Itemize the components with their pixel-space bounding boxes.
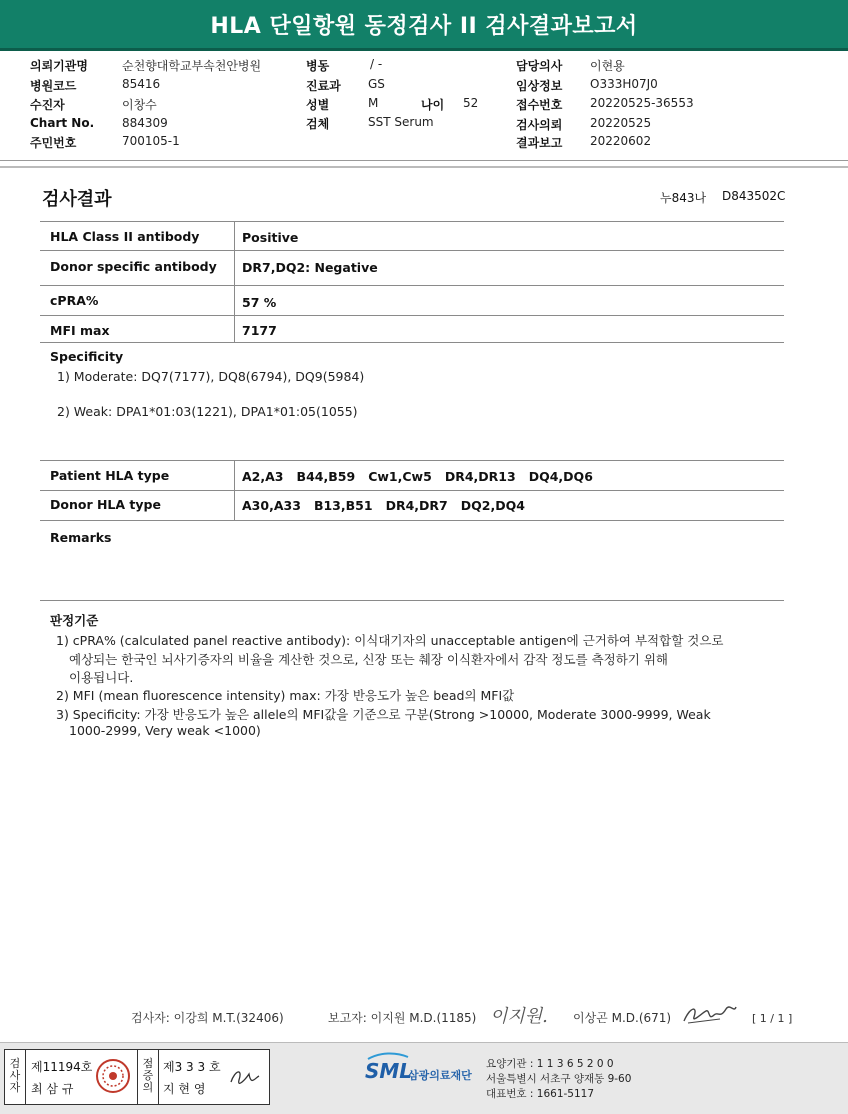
footer-line: 대표번호 : 1661-5117 [486,1088,595,1100]
institution-label: 의뢰기관명 [30,59,88,73]
criteria-line: 1) cPRA% (calculated panel reactive antibody): 이식대기자의 unacceptable antigen에 근거하여 부적합할 것으로 [56,633,724,648]
criteria-line: 2) MFI (mean fluorescence intensity) max: 가장 반응도가 높은 bead의 MFI값 [56,688,515,703]
results-title: 검사결과 [42,189,112,210]
table-line [40,250,784,251]
table-column-divider [234,460,235,520]
donor-hla-label: Donor HLA type [50,497,161,512]
result-code-1: 누843나 [660,191,707,205]
table-line [40,221,784,222]
hospital-code-value: 85416 [122,77,161,91]
table-row-value: Positive [242,230,299,245]
table-line [40,342,784,343]
specimen-value: SST Serum [368,115,434,129]
sex-label: 성별 [306,98,330,112]
clinical-label: 임상정보 [516,79,563,93]
age-value: 52 [463,96,479,110]
dept-label: 진료과 [306,79,341,93]
tester-signature: 검사자: 이강희 M.T.(32406) [131,1011,284,1025]
footer-line: 서울특별시 서초구 양재동 9-60 [486,1073,632,1085]
table-row-value: 57 % [242,295,277,310]
table-row-value: DR7,DQ2: Negative [242,260,378,275]
organization-name: 삼광의료재단 [408,1069,472,1082]
clinical-value: O333H07J0 [590,77,658,91]
receipt-value: 20220525-36553 [590,96,694,110]
report-date-value: 20220602 [590,134,652,148]
sml-logo: SML [365,1059,413,1083]
specificity-item: 1) Moderate: DQ7(7177), DQ8(6794), DQ9(5984) [57,369,365,384]
third-signature: 이상곤 M.D.(671) [573,1011,672,1025]
footer-line: 요양기관 : 1 1 3 6 5 2 0 0 [486,1058,614,1070]
remarks-title: Remarks [50,530,112,545]
dept-value: GS [368,77,385,91]
ward-value: / - [370,57,383,71]
header-divider-shadow [0,166,848,168]
report-banner [0,0,848,51]
table-line [40,520,784,521]
id-value: 700105-1 [122,134,180,148]
header-divider [0,160,848,161]
patient-value: 이창수 [122,98,157,112]
donor-hla-value: A30,A33 B13,B51 DR4,DR7 DQ2,DQ4 [242,498,525,513]
result-code-2: D843502C [722,189,786,203]
table-column-divider [234,221,235,342]
box-divider [25,1050,26,1104]
table-row-label: Donor specific antibody [50,259,217,274]
request-value: 20220525 [590,116,652,130]
age-label: 나이 [421,98,445,112]
id-label: 주민번호 [30,136,77,150]
box-divider [137,1050,138,1104]
specificity-item: 2) Weak: DPA1*01:03(1221), DPA1*01:05(1055) [57,404,358,419]
criteria-line: 1000-2999, Very weak <1000) [69,723,261,738]
request-label: 검사의뢰 [516,118,563,132]
table-line [40,490,784,491]
report-date-label: 결과보고 [516,136,563,150]
table-line [40,315,784,316]
table-line [40,285,784,286]
remarks-divider [40,600,784,601]
license-number: 제3 3 3 호 [163,1060,221,1074]
criteria-title: 판정기준 [50,613,99,628]
criteria-line: 예상되는 한국인 뇌사기증자의 비율을 계산한 것으로, 신장 또는 췌장 이식환자에서 감작 정도를 측정하기 위해 [69,652,669,667]
table-row-label: HLA Class II antibody [50,229,200,244]
reporter-signature: 보고자: 이지원 M.D.(1185) [328,1011,477,1025]
patient-hla-value: A2,A3 B44,B59 Cw1,Cw5 DR4,DR13 DQ4,DQ6 [242,469,593,484]
criteria-line: 3) Specificity: 가장 반응도가 높은 allele의 MFI값을 기준으로 구분(Strong >10000, Moderate 3000-9999, Weak [56,707,711,722]
sex-value: M [368,96,379,110]
handwritten-signature-icon [680,999,740,1029]
table-row-label: cPRA% [50,293,99,308]
chart-label: Chart No. [30,116,95,130]
specificity-title: Specificity [50,349,124,364]
doctor-value: 이현용 [590,59,625,73]
doctor-label: 담당의사 [516,59,563,73]
patient-hla-label: Patient HLA type [50,468,170,483]
chart-value: 884309 [122,116,168,130]
table-row-value: 7177 [242,323,277,338]
table-row-label: MFI max [50,323,110,338]
receipt-label: 접수번호 [516,98,563,112]
hospital-code-label: 병원코드 [30,79,77,93]
license-box [4,1049,270,1105]
report-title: HLA 단일항원 동정검사 II 검사결과보고서 [210,14,638,39]
table-line [40,460,784,461]
ward-label: 병동 [306,59,330,73]
specimen-label: 검체 [306,117,330,131]
box-role-label: 검사자 [9,1057,21,1094]
signature-mark-icon [227,1060,263,1096]
license-number: 제11194호 [31,1060,93,1074]
reporter-handwritten-signature: 이지원. [490,1006,548,1027]
official-seal-icon [95,1058,131,1094]
license-name: 최 삼 규 [31,1082,74,1096]
criteria-line: 이용됩니다. [69,670,134,685]
patient-label: 수진자 [30,98,65,112]
license-name: 지 현 영 [163,1082,206,1096]
institution-value: 순천향대학교부속천안병원 [122,59,262,73]
box-role-label: 점증의 [142,1057,154,1094]
logo-swoosh-icon [366,1052,410,1060]
box-divider [158,1050,159,1104]
page-number: [ 1 / 1 ] [752,1012,793,1025]
